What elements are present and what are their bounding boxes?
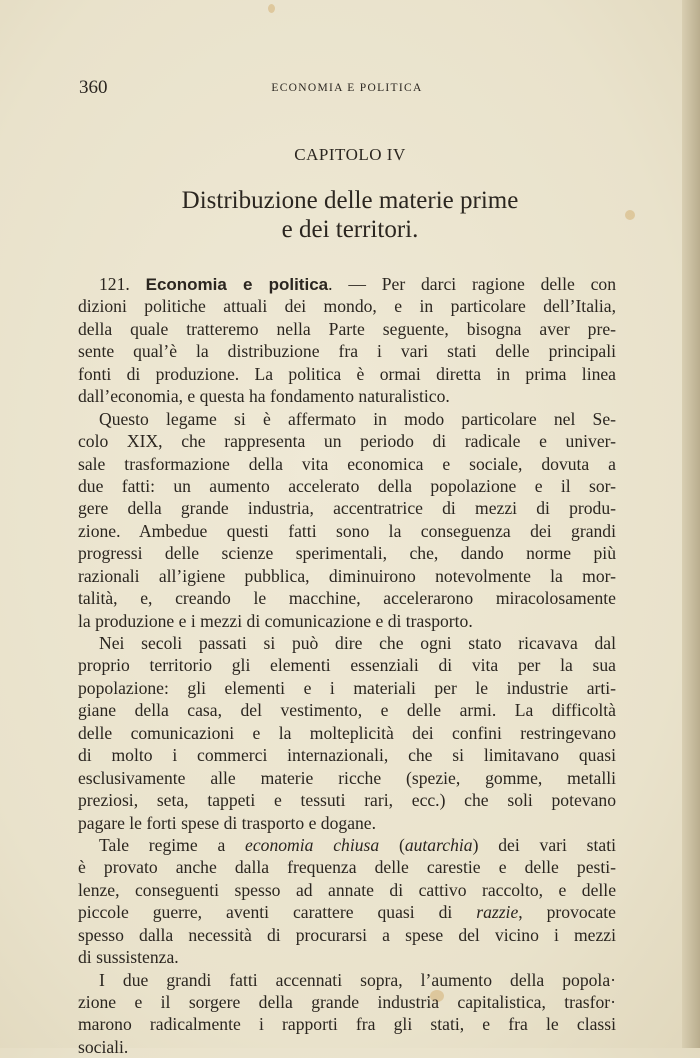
paragraph: [78, 834, 616, 969]
italic-term: economia chiusa: [245, 834, 380, 855]
text-line: [78, 295, 616, 317]
foxing-spot: [268, 4, 275, 13]
text-line: [78, 699, 616, 721]
text-line: [78, 969, 616, 991]
text-segment: zione e il sorgere della grande industria capitalistica, trasfor·: [78, 992, 616, 1012]
paragraph: [78, 969, 616, 1058]
text-segment: Nei secoli passati si può dire che ogni stato ricavava dal: [99, 633, 616, 653]
text-segment: giane della casa, del vestimento, e delle armi. La difficoltà: [78, 700, 616, 721]
text-line: [78, 879, 616, 901]
text-segment: spesso dalla necessità di procurarsi a spese del vicino i mezzi: [78, 924, 616, 945]
text-line: [78, 834, 616, 856]
text-line: [78, 497, 616, 519]
text-segment: di sussistenza.: [78, 947, 179, 968]
text-line: [78, 385, 616, 407]
text-line: [78, 430, 616, 452]
text-line: [78, 991, 616, 1013]
text-segment: sociali.: [78, 1036, 129, 1057]
page-number: 360: [79, 77, 108, 98]
text-segment: gere della grande industria, accentratrice di mezzi di produ-: [78, 498, 616, 519]
italic-term: razzie: [476, 902, 519, 923]
text-segment: (: [379, 834, 405, 855]
text-line: [78, 744, 616, 766]
text-segment: pagare le forti spese di trasporto e dogane.: [78, 812, 377, 833]
text-segment: delle comunicazioni e la molteplicità dei confini restringevano: [78, 722, 616, 743]
text-segment: sale trasformazione della vita economica e sociale, dovuta a: [78, 453, 616, 474]
text-line: [78, 789, 616, 811]
body-text: [78, 273, 616, 1058]
text-line: [78, 542, 616, 564]
text-segment: colo XIX, che rappresenta un periodo di radicale e univer-: [78, 431, 616, 452]
text-line: [78, 924, 616, 946]
text-line: [78, 901, 616, 923]
text-line: [78, 565, 616, 587]
text-segment: ) dei vari stati: [472, 834, 616, 855]
text-segment: sente qual’è la distribuzione fra i vari stati delle principali: [78, 341, 616, 362]
text-line: [78, 632, 616, 654]
text-segment: dizioni politiche attuali dei mondo, e in particolare dell’Italia,: [78, 296, 616, 317]
text-segment: 121.: [99, 274, 146, 294]
text-line: [78, 1013, 616, 1035]
paragraph: [78, 408, 616, 632]
text-segment: progressi delle scienze sperimentali, che, dando norme più: [78, 543, 616, 564]
text-segment: Tale regime a: [99, 834, 246, 855]
text-line: [78, 363, 616, 385]
paragraph: [78, 273, 616, 408]
text-line: [78, 408, 616, 430]
text-line: [78, 587, 616, 609]
text-segment: popolazione: gli elementi e i materiali per le industrie arti-: [78, 677, 616, 698]
text-segment: razionali all’igiene pubblica, diminuirono notevolmente la mor-: [78, 565, 616, 586]
text-segment: talità, e, creando le macchine, accelerarono miracolosamente: [78, 588, 616, 609]
text-line: [78, 453, 616, 475]
text-segment: . — Per darci ragione delle con: [328, 274, 616, 294]
text-line: [78, 520, 616, 542]
section-heading: Economia e politica: [145, 275, 329, 294]
text-segment: lenze, conseguenti spesso ad annate di cattivo raccolto, e delle: [78, 879, 616, 900]
text-line: [78, 722, 616, 744]
italic-term: autarchia: [404, 834, 473, 855]
text-line: [78, 475, 616, 497]
text-segment: fonti di produzione. La politica è ormai diretta in prima linea: [78, 363, 616, 384]
text-segment: marono radicalmente i rapporti fra gli stati, e fra le classi: [78, 1014, 616, 1035]
text-line: [78, 273, 616, 295]
chapter-title-line: Distribuzione delle materie prime: [181, 187, 519, 214]
text-line: [78, 767, 616, 789]
text-segment: I due grandi fatti accennati sopra, l’aumento della popola·: [99, 969, 616, 990]
text-line: [78, 677, 616, 699]
text-segment: proprio territorio gli elementi essenziali di vita per la sua: [78, 655, 616, 676]
text-segment: Questo legame si è affermato in modo particolare nel Se-: [99, 408, 616, 429]
text-line: [78, 610, 616, 632]
text-segment: esclusivamente alle materie ricche (spezie, gomme, metalli: [78, 767, 616, 788]
text-segment: la produzione e i mezzi di comunicazione e di trasporto.: [78, 610, 473, 631]
text-segment: , provocate: [518, 902, 616, 923]
paragraph: [78, 632, 616, 834]
text-segment: è provato anche dalla frequenza delle carestie e delle pesti-: [78, 857, 616, 878]
text-segment: piccole guerre, aventi carattere quasi di: [78, 902, 477, 923]
running-header: ECONOMIA E POLITICA: [271, 82, 423, 94]
text-segment: dall’economia, e questa ha fondamento naturalistico.: [78, 386, 450, 407]
text-segment: zione. Ambedue questi fatti sono la conseguenza dei grandi: [78, 520, 616, 541]
text-line: [78, 812, 616, 834]
chapter-title-line: e dei territori.: [281, 216, 419, 243]
text-line: [78, 1036, 616, 1058]
text-segment: preziosi, seta, tappeti e tessuti rari, ecc.) che soli potevano: [78, 790, 616, 811]
chapter-title: [0, 186, 700, 244]
text-line: [78, 318, 616, 340]
text-segment: di molto i commerci internazionali, che si limitavano quasi: [78, 745, 616, 766]
text-line: [78, 340, 616, 362]
text-line: [78, 856, 616, 878]
text-segment: due fatti: un aumento accelerato della popolazione e il sor-: [78, 475, 616, 496]
text-segment: della quale tratteremo nella Parte seguente, bisogna aver pre-: [78, 318, 616, 339]
text-line: [78, 946, 616, 968]
text-line: [78, 654, 616, 676]
chapter-label: CAPITOLO IV: [294, 145, 406, 164]
